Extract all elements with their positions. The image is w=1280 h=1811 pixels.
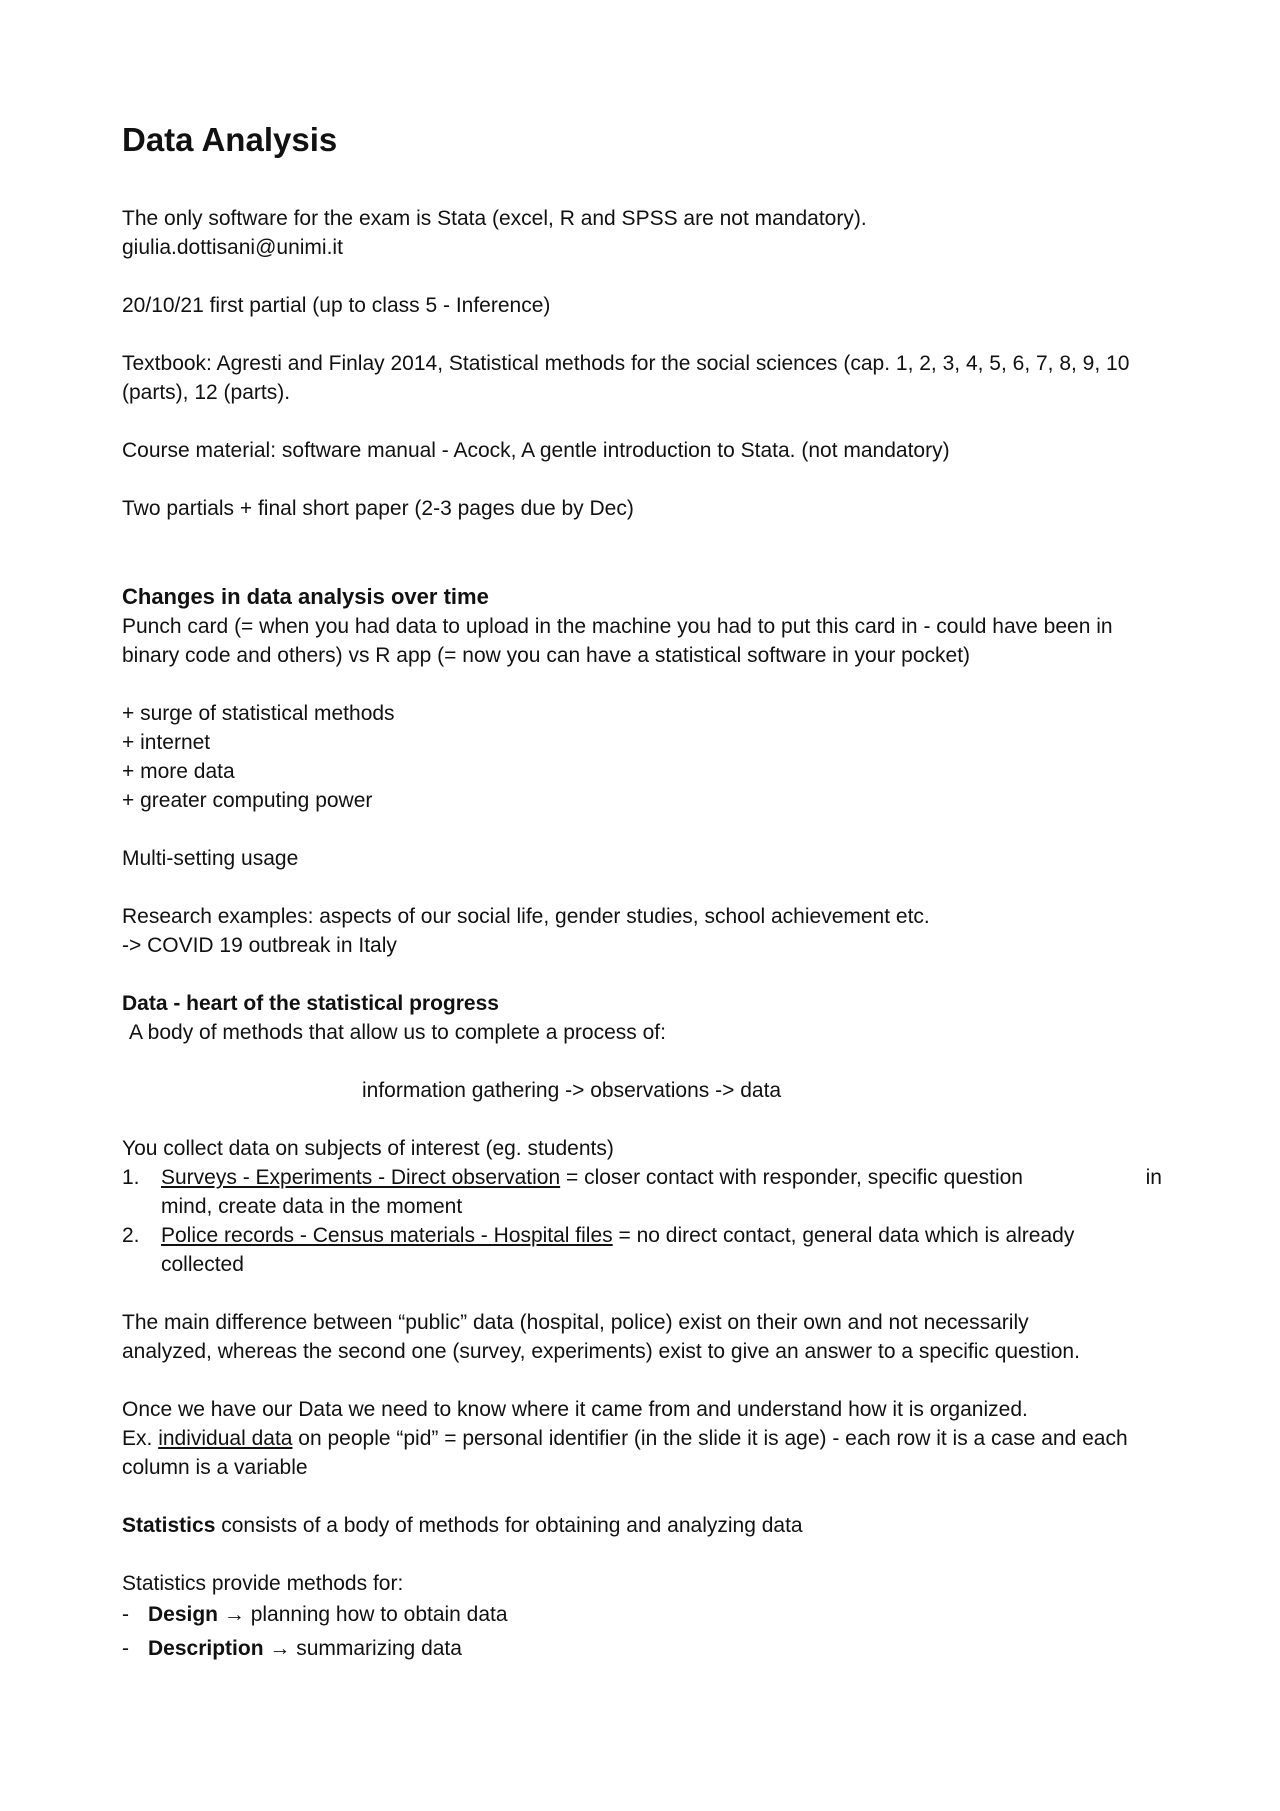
secondary-sources: Police records - Census materials - Hospital files (161, 1224, 613, 1247)
primary-sources-desc-end: in (1145, 1166, 1162, 1189)
punch-card-line-1: Punch card (= when you had data to upload in the machine you had to put this card in - could have been in (122, 615, 1113, 638)
arrow-symbol: → (263, 1637, 297, 1660)
punch-card-line-2: binary code and others) vs R app (= now you can have a statistical software in your pocket) (122, 644, 971, 667)
document-body (122, 120, 1162, 1666)
arrow-symbol: → (218, 1603, 251, 1626)
dash-marker: - (122, 1637, 129, 1660)
document-title: Data Analysis (122, 121, 338, 158)
covid-example: -> COVID 19 outbreak in Italy (122, 934, 397, 957)
data-body-line: A body of methods that allow us to complete a process of: (129, 1021, 666, 1044)
partials-note: Two partials + final short paper (2-3 pages due by Dec) (122, 497, 634, 520)
plus-item: + internet (122, 731, 211, 754)
list-item (122, 1221, 1162, 1279)
list-item (122, 1632, 1162, 1666)
primary-sources-desc: = closer contact with responder, specific question (560, 1166, 1023, 1189)
individual-data-term: individual data (158, 1427, 293, 1450)
example-line (122, 1424, 1162, 1453)
secondary-sources-desc: = no direct contact, general data which is already (612, 1224, 1075, 1247)
statistics-definition-rest: consists of a body of methods for obtaining and analyzing data (215, 1514, 803, 1537)
plus-item: + surge of statistical methods (122, 702, 395, 725)
list-item (122, 1598, 1162, 1632)
changes-heading: Changes in data analysis over time (122, 584, 489, 609)
course-material: Course material: software manual - Acock, A gentle introduction to Stata. (not mandatory) (122, 439, 950, 462)
list-marker: 1. (122, 1166, 140, 1189)
partial-date: 20/10/21 first partial (up to class 5 - Inference) (122, 294, 551, 317)
statistics-term: Statistics (122, 1514, 216, 1537)
example-prefix: Ex. (122, 1427, 159, 1450)
multi-setting-usage: Multi-setting usage (122, 847, 299, 870)
research-examples: Research examples: aspects of our social life, gender studies, school achievement etc. (122, 905, 930, 928)
method-desc: planning how to obtain data (250, 1603, 508, 1626)
difference-line-1: The main difference between “public” data (hospital, police) exist on their own and not necessarily (122, 1311, 1029, 1334)
textbook-line-2: (parts), 12 (parts). (122, 381, 291, 404)
organization-line: Once we have our Data we need to know where it came from and understand how it is organized. (122, 1398, 1028, 1421)
dash-marker: - (122, 1603, 129, 1626)
software-note: The only software for the exam is Stata (excel, R and SPSS are not mandatory). (122, 207, 867, 230)
example-line-2: column is a variable (122, 1456, 308, 1479)
method-term: Design (148, 1603, 219, 1626)
plus-item: + more data (122, 760, 235, 783)
difference-line-2: analyzed, whereas the second one (survey, experiments) exist to give an answer to a specific question. (122, 1340, 1080, 1363)
example-rest: on people “pid” = personal identifier (in the slide it is age) - each row it is a case and each (292, 1427, 1128, 1450)
primary-sources: Surveys - Experiments - Direct observation (161, 1166, 561, 1189)
statistics-definition (122, 1511, 1162, 1540)
primary-sources-desc-2: mind, create data in the moment (161, 1195, 463, 1218)
list-marker: 2. (122, 1224, 140, 1247)
collect-line: You collect data on subjects of interest (eg. students) (122, 1137, 614, 1160)
method-desc: summarizing data (296, 1637, 462, 1660)
statistics-provide: Statistics provide methods for: (122, 1572, 404, 1595)
statistics-methods-list (122, 1598, 1162, 1666)
email-address: giulia.dottisani@unimi.it (122, 236, 343, 259)
textbook-line-1: Textbook: Agresti and Finlay 2014, Statistical methods for the social sciences (cap. 1, 2, 3, 4, 5, 6, 7, 8, 9, 10 (122, 352, 1130, 375)
plus-item: + greater computing power (122, 789, 373, 812)
process-line: information gathering -> observations -> data (362, 1079, 782, 1102)
data-sources-list (122, 1163, 1162, 1279)
data-heading: Data - heart of the statistical progress (122, 992, 499, 1015)
list-item (122, 1163, 1162, 1221)
method-term: Description (148, 1637, 264, 1660)
secondary-sources-desc-2: collected (161, 1253, 244, 1276)
